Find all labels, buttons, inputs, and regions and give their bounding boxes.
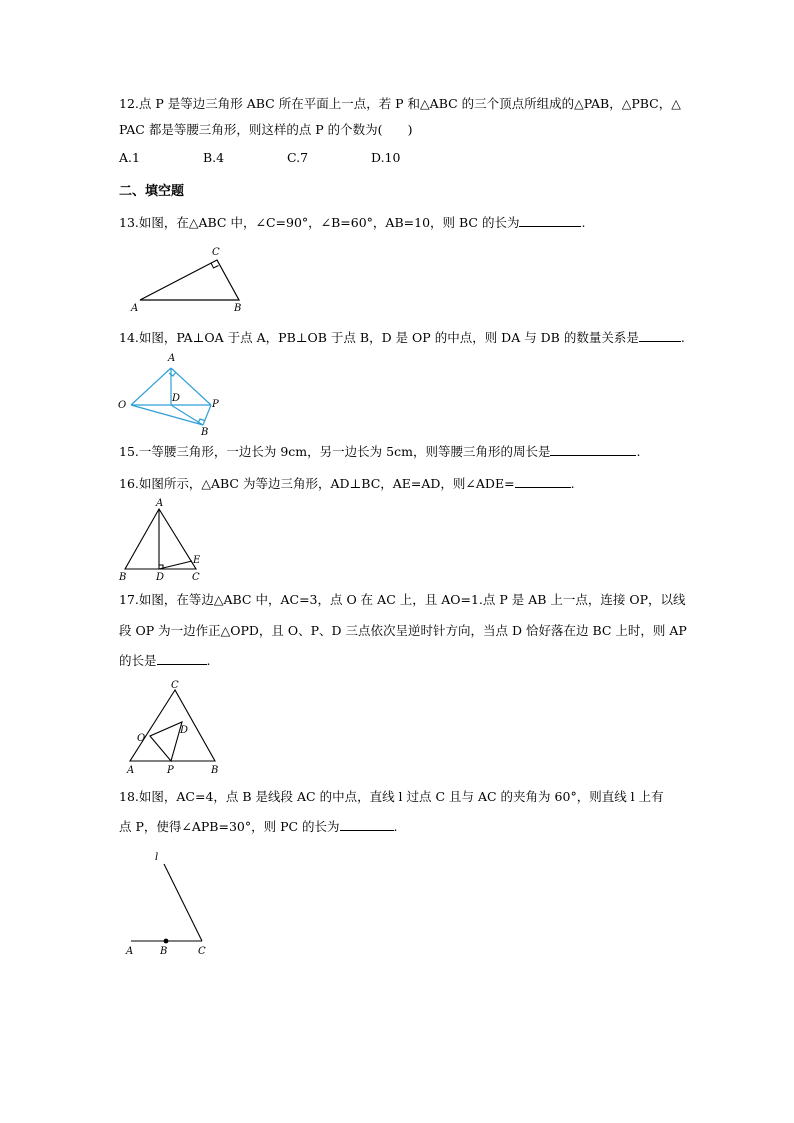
q17-label-b: B xyxy=(211,765,219,776)
q17-line3: 的长是 xyxy=(119,653,157,668)
q17-label-p: P xyxy=(167,765,174,776)
q15-end: . xyxy=(636,444,641,459)
q12-line2: PAC 都是等腰三角形，则这样的点 P 的个数为( ) xyxy=(119,122,413,137)
q16-triangle-figure xyxy=(116,497,216,585)
q13-answer-blank[interactable] xyxy=(519,215,581,227)
section-heading: 二、填空题 xyxy=(119,184,185,199)
q16-end: . xyxy=(570,476,575,491)
q17-triangle-figure xyxy=(120,675,230,780)
q15-text xyxy=(119,444,640,460)
q14-question: 14.如图，PA⊥OA 于点 A，PB⊥OB 于点 B，D 是 OP 的中点，则 DA 与 DB 的数量关系是 xyxy=(119,330,639,345)
q16-label-b: B xyxy=(119,572,127,583)
q13-label-a: A xyxy=(131,303,139,314)
q14-label-d: D xyxy=(172,393,181,404)
q13-label-b: B xyxy=(234,303,242,314)
q13-label-c: C xyxy=(212,247,220,258)
q16-label-e: E xyxy=(193,555,201,566)
q12-options xyxy=(119,150,419,166)
q18-line2: 点 P，使得∠APB=30°，则 PC 的长为 xyxy=(119,819,340,834)
q14-label-a: A xyxy=(168,353,176,364)
q18-point-b xyxy=(164,939,169,944)
q14-label-p: P xyxy=(212,399,219,410)
q17-label-a: A xyxy=(127,765,135,776)
q18-label-a: A xyxy=(126,946,134,957)
q17-line2: 段 OP 为一边作正△OPD，且 O、P、D 三点依次呈逆时针方向，当点 D 恰好落在边 BC 上时，则 AP xyxy=(119,623,687,638)
q17-label-o: O xyxy=(137,733,146,744)
q13-text xyxy=(119,215,585,231)
q12-option-d: D.10 xyxy=(371,150,401,165)
q14-kite-figure xyxy=(116,350,226,440)
q16-label-a: A xyxy=(156,498,164,509)
q17-line3-wrap xyxy=(119,653,211,669)
q17-end: . xyxy=(206,653,211,668)
q18-label-l: l xyxy=(155,852,159,863)
q16-question: 16.如图所示，△ABC 为等边三角形，AD⊥BC，AE=AD，则∠ADE= xyxy=(119,476,515,491)
q18-answer-blank[interactable] xyxy=(340,819,394,831)
q18-end: . xyxy=(393,819,398,834)
q18-line2-wrap xyxy=(119,819,398,835)
q17-line1: 17.如图，在等边△ABC 中，AC=3，点 O 在 AC 上，且 AO=1.点 P 是 AB 上一点，连接 OP，以线 xyxy=(119,592,686,607)
q16-answer-blank[interactable] xyxy=(515,476,571,488)
q12-option-b: B.4 xyxy=(203,150,225,165)
q14-answer-blank[interactable] xyxy=(639,330,681,342)
q14-label-o: O xyxy=(118,400,127,411)
q16-label-c: C xyxy=(192,572,200,583)
q14-text xyxy=(119,330,685,346)
q18-label-b: B xyxy=(160,946,168,957)
q17-answer-blank[interactable] xyxy=(157,653,207,665)
q12-option-a: A.1 xyxy=(119,150,140,165)
q17-label-d: D xyxy=(180,725,189,736)
q14-label-b: B xyxy=(201,427,209,438)
q16-text xyxy=(119,476,575,492)
q15-question: 15.一等腰三角形，一边长为 9cm，另一边长为 5cm，则等腰三角形的周长是 xyxy=(119,444,551,459)
q18-line1: 18.如图，AC=4，点 B 是线段 AC 的中点，直线 l 过点 C 且与 AC 的夹角为 60°，则直线 l 上有 xyxy=(119,789,664,804)
q17-label-c: C xyxy=(171,680,179,691)
q16-label-d: D xyxy=(156,572,165,583)
q13-question: 13.如图，在△ABC 中，∠C=90°，∠B=60°，AB=10，则 BC 的长为 xyxy=(119,215,520,230)
q13-end: . xyxy=(581,215,586,230)
q13-triangle-figure xyxy=(128,243,258,318)
q18-label-c: C xyxy=(198,946,206,957)
q12-option-c: C.7 xyxy=(287,150,309,165)
q14-end: . xyxy=(680,330,685,345)
q15-answer-blank[interactable] xyxy=(550,444,636,456)
q12-line1: 12.点 P 是等边三角形 ABC 所在平面上一点，若 P 和△ABC 的三个顶点所组成的△PAB，△PBC，△ xyxy=(119,96,681,111)
q18-line-figure xyxy=(118,846,228,961)
